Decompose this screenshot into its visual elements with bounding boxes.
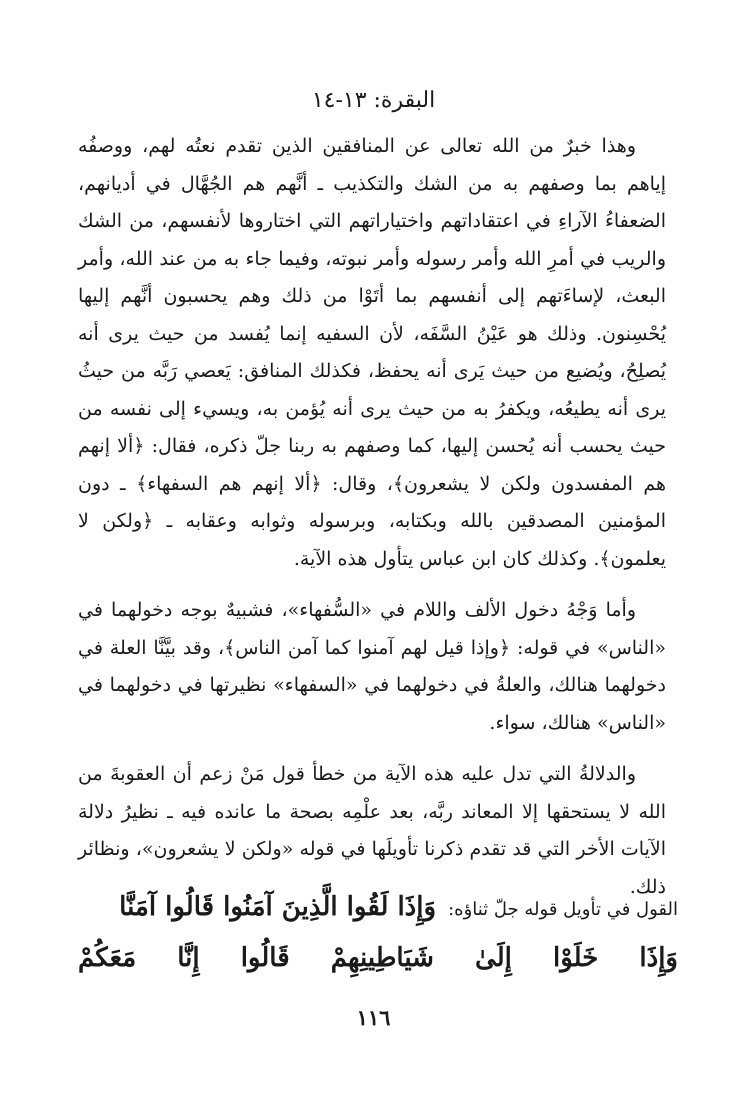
paragraph-2: وأما وَجْهُ دخول الألف واللام في «السُّفهاء»، فشبيهٌ بوجه دخولهما في «الناس» في قوله: ﴿وإذا قيل لهم آمنوا كما آمن الناس﴾، وقد بيَّنَّا العلة في دخولهما هنالك، والعلةُ في دخولهما في «السفهاء» نظيرتها في دخولهما في «الناس» هنالك، سواء.	[78, 599, 666, 734]
verse-intro: القول في تأويل قوله جلّ ثناؤه:	[448, 899, 678, 920]
page-number: ١١٦	[356, 1005, 391, 1030]
page-header: البقرة: ١٣-١٤	[311, 88, 436, 113]
paragraph-1: وهذا خبرٌ من الله تعالى عن المنافقين الذين تقدم نعتُه لهم، ووصفُه إياهم بما وصفهم به من الشك والتكذيب ـ أنَّهم هم الجُهَّال في أديانهم، الضعفاءُ الآراءِ في اعتقاداتهم واختياراتهم التي اختاروها لأنفسهم، من الشك والريب في أمرِ الله وأمر رسوله وأمر نبوته، وفيما جاء به من عند الله، وأمر البعث، لإساءَتهم إلى أنفسهم بما أتَوْا من ذلك وهم يحسبون أنَّهم إليها يُحْسِنون. وذلك هو عَيْنُ السَّفَه، لأن السفيه إنما يُفسد من حيث يرى أنه يُصلِحُ، ويُضيع من حيث يَرى أنه يحفظ، فكذلك المنافق: يَعصي رَبَّه من حيثُ يرى أنه يطيعُه، ويكفرُ به من حيث يرى أنه يُؤمن به، ويسيء إلى نفسه من حيث يحسب أنه يُحسن إليها، كما وصفهم به ربنا جلّ ذكره، فقال: ﴿ألا إنهم هم المفسدون ولكن لا يشعرون﴾، وقال: ﴿ألا إنهم هم السفهاء﴾ ـ دون المؤمنين المصدقين بالله وبكتابه، وبرسوله وثوابه وعقابه ـ ﴿ولكن لا يعلمون﴾. وكذلك كان ابن عباس يتأول هذه الآية.	[78, 135, 666, 570]
quran-verse-part-1: وَإِذَا لَقُوا الَّذِينَ آمَنُوا قَالُوا آمَنَّا	[119, 892, 437, 922]
verse-first-line	[78, 885, 678, 932]
verse-block	[78, 885, 678, 980]
quran-verse-part-2: وَإِذَا خَلَوْا إِلَىٰ شَيَاطِينِهِمْ قَالُوا إِنَّا مَعَكُمْ	[78, 943, 678, 973]
commentary-text	[78, 128, 666, 906]
paragraph-3: والدلالةُ التي تدل عليه هذه الآية من خطأ قول مَنْ زعم أن العقوبةَ من الله لا يستحقها إلا المعاند ربَّه، بعد علْمِه بصحة ما عانده فيه ـ نظيرُ دلالة الآيات الأخر التي قد تقدم ذكرنا تأويلَها في قوله «ولكن لا يشعرون»، ونظائر ذلك.	[78, 763, 666, 898]
